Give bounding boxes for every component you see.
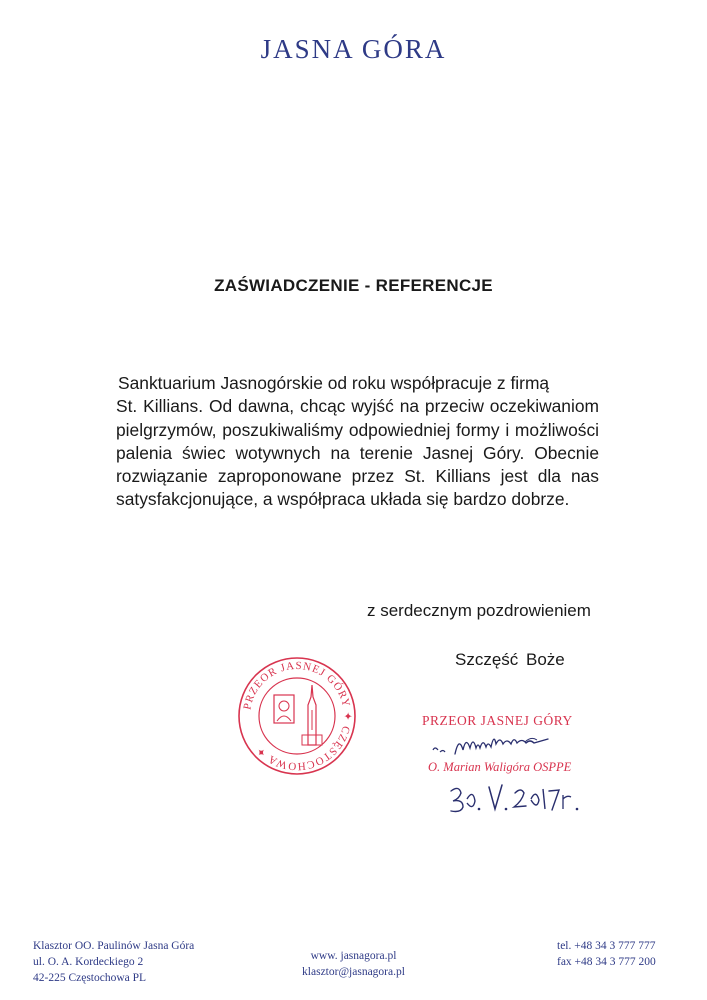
prior-name-stamp: O. Marian Waligóra OSPPE: [428, 760, 572, 774]
body-line: rozwiązanie zaproponowane przez St. Killians jest dla nas: [116, 466, 599, 487]
document-title: ZAŚWIADCZENIE - REFERENCJE: [214, 276, 493, 295]
letterhead-logo: JASNA GÓRA: [260, 34, 447, 64]
round-seal-stamp: [236, 655, 358, 777]
footer-website[interactable]: www. jasnagora.pl: [310, 950, 397, 962]
blessing: Szczęść Boże: [455, 650, 565, 669]
footer-phone: tel. +48 34 3 777 777: [557, 940, 656, 952]
body-line: St. Killians. Od dawna, chcąc wyjść na przeciw oczekiwaniom: [116, 396, 599, 417]
body-paragraph: [116, 372, 599, 512]
seal-ring-text: PRZEOR JASNEJ GÓRY ✦ CZĘSTOCHOWA ✦: [241, 659, 354, 773]
footer-address-line: ul. O. A. Kordeckiego 2: [33, 956, 144, 968]
body-line: satysfakcjonujące, a współpraca układa się bardzo dobrze.: [116, 489, 570, 510]
footer-contact: [557, 938, 656, 970]
footer-email[interactable]: klasztor@jasnagora.pl: [302, 966, 405, 978]
body-line: pielgrzymów, poszukiwaliśmy odpowiedniej formy i możliwości: [116, 419, 599, 440]
closing-greeting: z serdecznym pozdrowieniem: [367, 601, 591, 620]
footer-fax: fax +48 34 3 777 200: [557, 956, 656, 968]
footer-address-line: Klasztor OO. Paulinów Jasna Góra: [33, 940, 195, 952]
body-line: palenia świec wotywnych na terenie Jasnej Góry. Obecnie: [116, 442, 599, 463]
body-line: Sanktuarium Jasnogórskie od roku współpracuje z firmą: [118, 373, 550, 393]
footer-address-line: 42-225 Częstochowa PL: [33, 972, 147, 984]
handwritten-date: [447, 781, 587, 815]
svg-text:PRZEOR JASNEJ GÓRY ✦ CZĘSTOCHO: [241, 660, 353, 772]
prior-title-stamp: PRZEOR JASNEJ GÓRY: [422, 713, 573, 728]
